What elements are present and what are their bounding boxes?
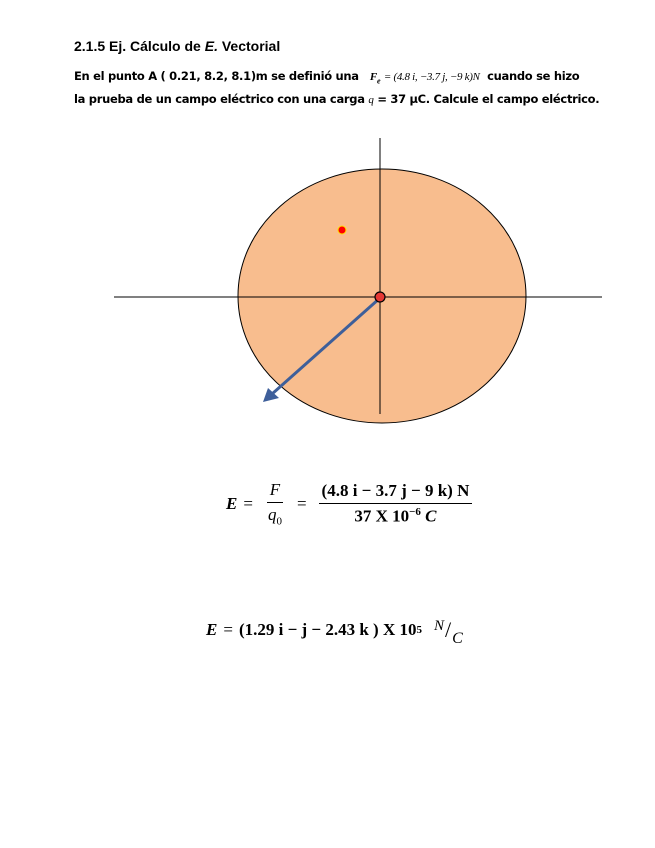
force-symbol: F (369, 71, 377, 83)
eq2-exponent: 5 (416, 624, 422, 636)
eq1-frac1-denominator: $q_0$ (267, 505, 282, 528)
eq2-equals: = (223, 620, 233, 639)
eq1-fraction-2 (319, 481, 473, 527)
heading-suffix: Vectorial (221, 38, 281, 54)
charge-value: = 37 µC. Calcule el campo eléctrico. (377, 92, 600, 107)
eq1-equals-1: = (243, 493, 253, 513)
point-a-marker (338, 226, 346, 234)
eq2-lhs: E (206, 620, 218, 639)
eq1-lhs: E (226, 493, 238, 513)
eq1-frac1-numerator: F (267, 480, 283, 503)
eq1-frac2-denominator: 37 X $10^{-6}$ C (354, 505, 437, 526)
eq1-fraction-1 (265, 480, 285, 527)
eq2-unit: N/C (434, 617, 463, 647)
force-subscript: e (376, 76, 381, 86)
problem-text-3: la prueba de un campo eléctrico con una carga (74, 92, 365, 107)
heading-prefix: Ej. Cálculo de (109, 38, 201, 54)
eq1-frac2-numerator: (4.8 i − 3.7 j − 9 k) N (319, 481, 473, 504)
charge-symbol: q (368, 94, 374, 107)
problem-text-1: En el punto A ( 0.21, 8.2, 8.1)m se definió una (74, 69, 359, 83)
field-equation (226, 480, 478, 527)
heading-symbol: E. (204, 38, 218, 54)
result-equation (206, 617, 463, 647)
problem-text-2: cuando se hizo (487, 69, 580, 83)
heading-number: 2.1.5 (74, 38, 106, 54)
eq2-body: (1.29 i − j − 2.43 k ) X 10 (238, 620, 417, 639)
origin-charge-marker (375, 292, 385, 302)
force-value: = (4.8 i, −3.7 j, −9 k)N (383, 71, 480, 83)
eq1-equals-2: = (296, 493, 307, 513)
